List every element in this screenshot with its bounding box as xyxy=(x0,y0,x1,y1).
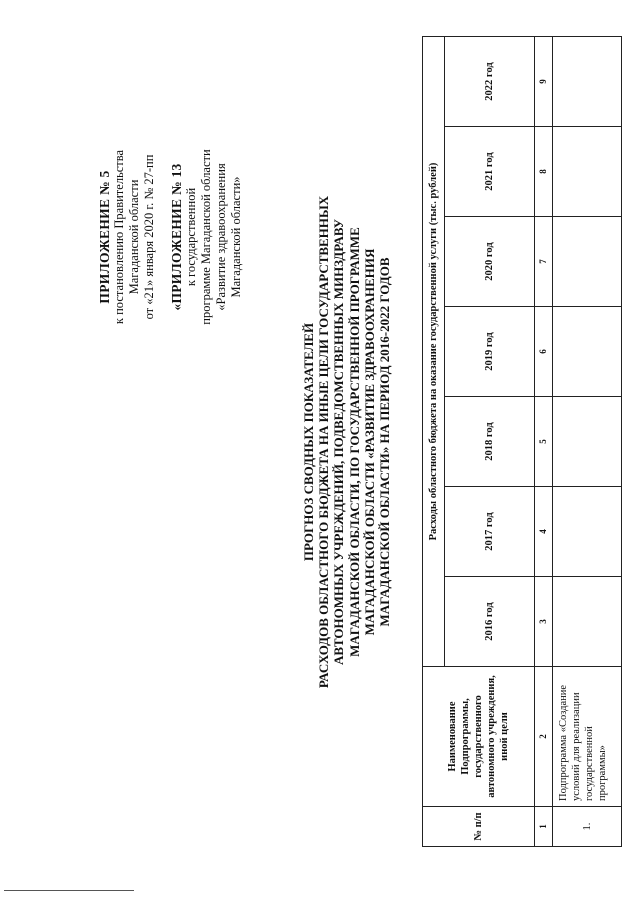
expenses-table xyxy=(422,36,622,847)
row-cell xyxy=(553,577,622,667)
rotated-page xyxy=(57,12,627,872)
column-number: 7 xyxy=(535,217,553,307)
title-line: АВТОНОМНЫХ УЧРЕЖДЕНИЙ, ПОДВЕДОМСТВЕННЫХ МИНЗДРАВУ xyxy=(331,218,347,666)
document-title xyxy=(301,72,392,812)
header-no: № п/п xyxy=(423,807,535,847)
column-number: 6 xyxy=(535,307,553,397)
row-cell xyxy=(553,217,622,307)
column-number: 1 xyxy=(535,807,553,847)
appendix-heading-2: «ПРИЛОЖЕНИЕ № 13 xyxy=(169,163,184,311)
appendix-line: Магаданской области xyxy=(127,179,141,295)
appendix-line: к постановлению Правительства xyxy=(112,149,126,325)
title-line: МАГАДАНСКОЙ ОБЛАСТИ, ПО ГОСУДАРСТВЕННОЙ ПРОГРАММЕ xyxy=(346,227,362,657)
header-year-2018: 2018 год xyxy=(445,397,535,487)
appendix-line: Магаданской области» xyxy=(229,176,243,298)
appendix-line: «Развитие здравоохранения xyxy=(214,163,228,311)
title-line: РАСХОДОВ ОБЛАСТНОГО БЮДЖЕТА НА ИНЫЕ ЦЕЛИ ГОСУДАРСТВЕННЫХ xyxy=(316,195,332,689)
header-year-2022: 2022 год xyxy=(445,36,535,126)
appendix-line: программе Магаданской области xyxy=(199,149,213,325)
column-number: 5 xyxy=(535,397,553,487)
title-line: ПРОГНОЗ СВОДНЫХ ПОКАЗАТЕЛЕЙ xyxy=(301,322,316,562)
column-number: 9 xyxy=(535,36,553,126)
column-number: 8 xyxy=(535,127,553,217)
column-number: 3 xyxy=(535,577,553,667)
header-year-2020: 2020 год xyxy=(445,217,535,307)
header-expenses-group: Расходы областного бюджета на оказание государственной услуги (тыс. рублей) xyxy=(423,36,445,666)
row-cell xyxy=(553,487,622,577)
header-year-2021: 2021 год xyxy=(445,127,535,217)
appendix-block xyxy=(97,72,244,402)
footnote-divider xyxy=(4,890,134,891)
title-line: МАГАДАНСКОЙ ОБЛАСТИ» НА ПЕРИОД 2016-2022 ГОДОВ xyxy=(377,257,393,627)
row-cell xyxy=(553,36,622,126)
header-name: Наименование Подпрограммы, государственного автономного учреждения, иной цели xyxy=(423,667,535,807)
header-year-2017: 2017 год xyxy=(445,487,535,577)
row-cell xyxy=(553,397,622,487)
appendix-line: к государственной xyxy=(184,187,198,287)
header-year-2019: 2019 год xyxy=(445,307,535,397)
appendix-heading: ПРИЛОЖЕНИЕ № 5 xyxy=(97,170,112,304)
title-line: МАГАДАНСКОЙ ОБЛАСТИ «РАЗВИТИЕ ЗДРАВООХРАНЕНИЯ xyxy=(361,248,377,636)
header-year-2016: 2016 год xyxy=(445,577,535,667)
appendix-date-line: от «21» января 2020 г. № 27-пп xyxy=(142,154,156,320)
column-number: 2 xyxy=(535,667,553,807)
row-number: 1. xyxy=(553,807,622,847)
column-number: 4 xyxy=(535,487,553,577)
row-cell xyxy=(553,127,622,217)
row-cell xyxy=(553,307,622,397)
table-row xyxy=(553,36,622,846)
row-name: Подпрограмма «Создание условий для реализации государственной программы» xyxy=(553,667,622,807)
